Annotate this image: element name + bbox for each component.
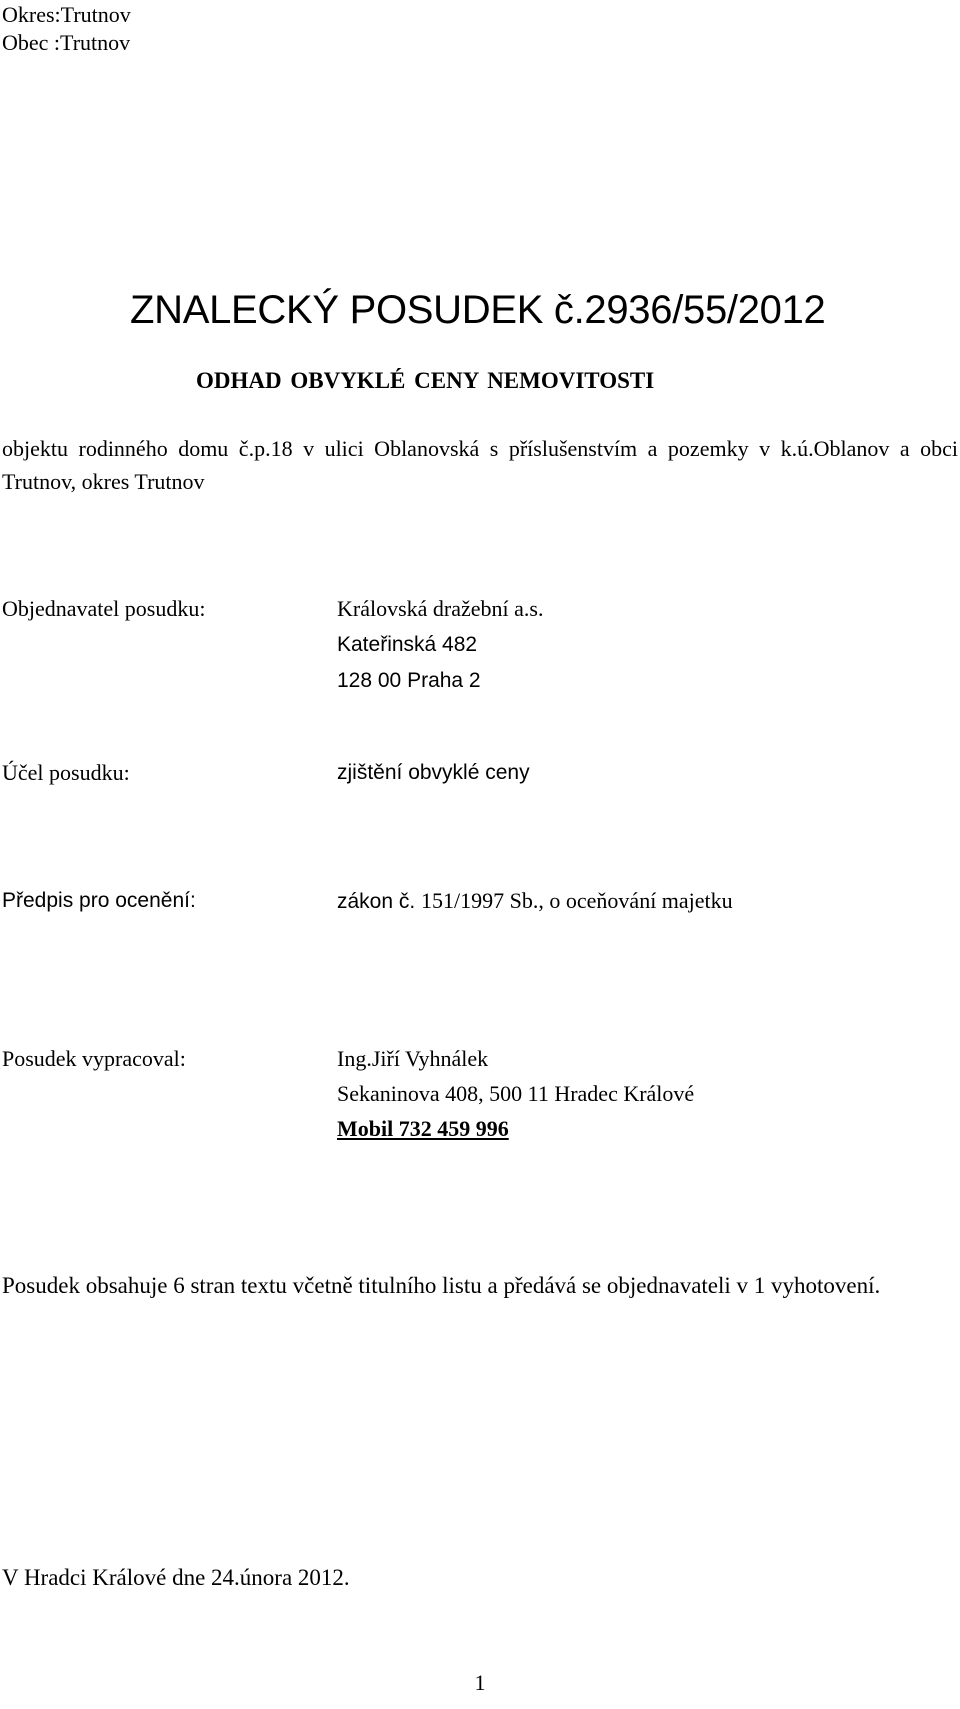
document-title: ZNALECKÝ POSUDEK č.2936/55/2012 [130,288,826,332]
author-name: Ing.Jiří Vyhnálek [337,1046,489,1071]
document-subtitle: ODHAD OBVYKLÉ CENY NEMOVITOSTI [196,368,655,393]
property-description: objektu rodinného domu č.p.18 v ulici Oblanovská s příslušenstvím a pozemky v k.ú.Oblanov a obci Trutnov, okres Trutnov [2,436,958,494]
place-and-date: V Hradci Králové dne 24.února 2012. [2,1565,350,1590]
purpose-value: zjištění obvyklé ceny [337,761,530,784]
author-address: Sekaninova 408, 500 11 Hradec Králové [337,1081,695,1106]
district-label: Okres:Trutnov [2,2,131,27]
author-label: Posudek vypracoval: [2,1046,186,1071]
ordering-party-name: Královská dražební a.s. [337,596,544,621]
document-note: Posudek obsahuje 6 stran textu včetně titulního listu a předává se objednavateli v 1 vyhotovení. [2,1273,881,1298]
purpose-label: Účel posudku: [2,760,130,785]
page-number: 1 [474,1670,486,1695]
regulation-value-rest: 151/1997 Sb., o oceňování majetku [421,888,733,913]
regulation-value [337,886,733,917]
regulation-label: Předpis pro ocenění: [2,889,196,912]
municipality-label: Obec :Trutnov [2,30,131,55]
regulation-value-prefix: zákon č. [337,890,422,913]
author-phone: Mobil 732 459 996 [337,1116,509,1141]
ordering-party-city: 128 00 Praha 2 [337,669,481,692]
ordering-party-street: Kateřinská 482 [337,633,478,656]
ordering-party-label: Objednavatel posudku: [2,596,206,621]
